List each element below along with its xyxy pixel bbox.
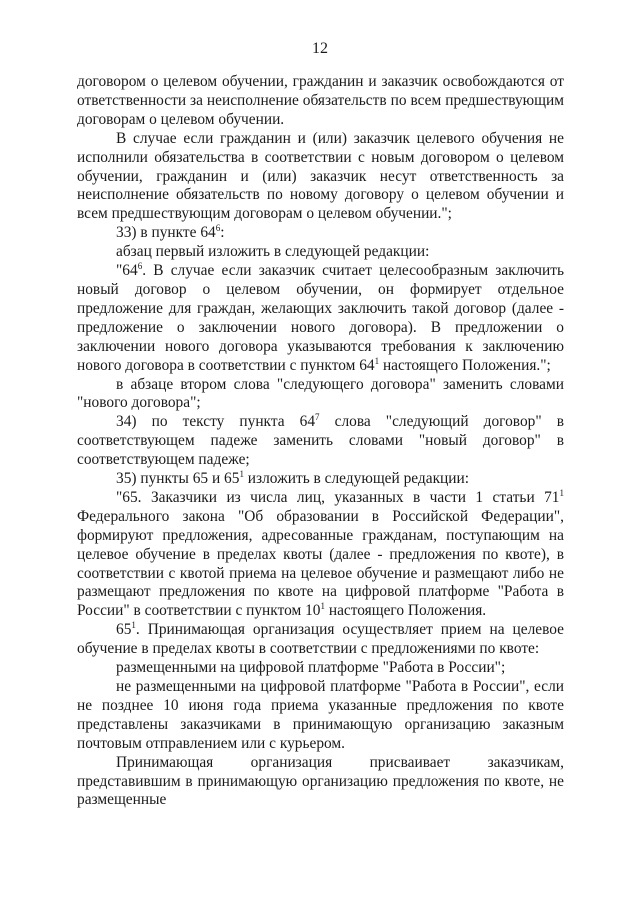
paragraph-text: 33) в пункте 64 bbox=[116, 224, 216, 242]
paragraph-text: "64 bbox=[116, 262, 138, 280]
paragraph-text: изложить в следующей редакции: bbox=[243, 470, 470, 488]
paragraph-text: 35) пункты 65 и 65 bbox=[116, 470, 240, 488]
paragraph-text: настоящего Положения. bbox=[324, 602, 487, 620]
superscript: 7 bbox=[315, 412, 320, 423]
paragraph-text: Федерального закона "Об образовании в Российской Федерации", формируют предложения, адресованные гражданам, поступающим на целевое обучение в пределах квоты (далее - предложения по квоте), в соответствии с квотой приема на целевое обучение и размещают либо не размещают предложения по квоте на цифровой платформе "Работа в России" в соответствии с пунктом 10 bbox=[77, 507, 564, 620]
paragraph bbox=[77, 678, 564, 754]
page-number: 12 bbox=[312, 40, 328, 57]
paragraph bbox=[77, 659, 564, 678]
superscript: 1 bbox=[239, 469, 244, 480]
paragraph-text: размещенными на цифровой платформе "Работа в России"; bbox=[116, 659, 506, 677]
superscript: 6 bbox=[137, 261, 143, 272]
paragraph-text: 65 bbox=[116, 621, 132, 639]
paragraph-text: . В случае если заказчик считает целесообразным заключить новый договор о целевом обучении, он формирует отдельное предложение для граждан, желающих заключить такой договор (далее - предложение о заключении нового договора). В предложении о заключении нового договора указываются требования к заключению нового договора в соответствии с пунктом 64 bbox=[77, 262, 564, 374]
paragraph-text: 34) по тексту пункта 64 bbox=[116, 413, 316, 431]
superscript: 1 bbox=[131, 620, 136, 631]
paragraph bbox=[77, 224, 564, 243]
paragraph bbox=[77, 470, 564, 489]
paragraph-text: абзац первый изложить в следующей редакции: bbox=[116, 243, 430, 261]
paragraph bbox=[77, 413, 564, 470]
paragraph bbox=[77, 130, 564, 225]
paragraph-text: настоящего Положения."; bbox=[379, 356, 551, 374]
paragraph-text: слова "следующий договор" в соответствующем падеже заменить словами "новый договор" в соответствующем падеже; bbox=[77, 413, 564, 469]
superscript: 1 bbox=[374, 355, 380, 366]
paragraph bbox=[77, 754, 564, 811]
paragraph-text: . Принимающая организация осуществляет прием на целевое обучение в пределах квоты в соответствии с предложениями по квоте: bbox=[77, 621, 564, 658]
paragraph bbox=[77, 243, 564, 262]
paragraph-text: в абзаце втором слова "следующего договора" заменить словами "нового договора"; bbox=[77, 375, 564, 412]
superscript: 1 bbox=[320, 601, 325, 612]
paragraph bbox=[77, 73, 564, 130]
paragraph-text: : bbox=[220, 224, 225, 242]
document-body bbox=[77, 73, 564, 810]
paragraph-text: В случае если гражданин и (или) заказчик целевого обучения не исполнили обязательства в соответствии с новым договором о целевом обучении, гражданин и (или) заказчик несут ответственность за неисполнение обязательств по новому договору о целевом обучении и всем предшествующим договорам о целевом обучении."; bbox=[77, 129, 564, 223]
paragraph-text: договором о целевом обучении, гражданин и заказчик освобождаются от ответственности за неисполнение обязательств по всем предшествующим договорам о целевом обучении. bbox=[77, 73, 564, 128]
superscript: 1 bbox=[559, 487, 564, 498]
paragraph-text: не размещенными на цифровой платформе "Работа в России", если не позднее 10 июня года приема указанные предложения по квоте представлены заказчиками в принимающую организацию заказным почтовым отправлением или с курьером. bbox=[77, 678, 564, 752]
paragraph bbox=[77, 376, 564, 414]
superscript: 6 bbox=[215, 223, 221, 234]
paragraph bbox=[77, 489, 564, 621]
paragraph bbox=[77, 621, 564, 659]
paragraph-text: "65. Заказчики из числа лиц, указанных в части 1 статьи 71 bbox=[116, 488, 560, 506]
paragraph-text: Принимающая организация присваивает заказчикам, представившим в принимающую организацию предложения по квоте, не размещенные bbox=[77, 753, 564, 809]
paragraph bbox=[77, 262, 564, 375]
